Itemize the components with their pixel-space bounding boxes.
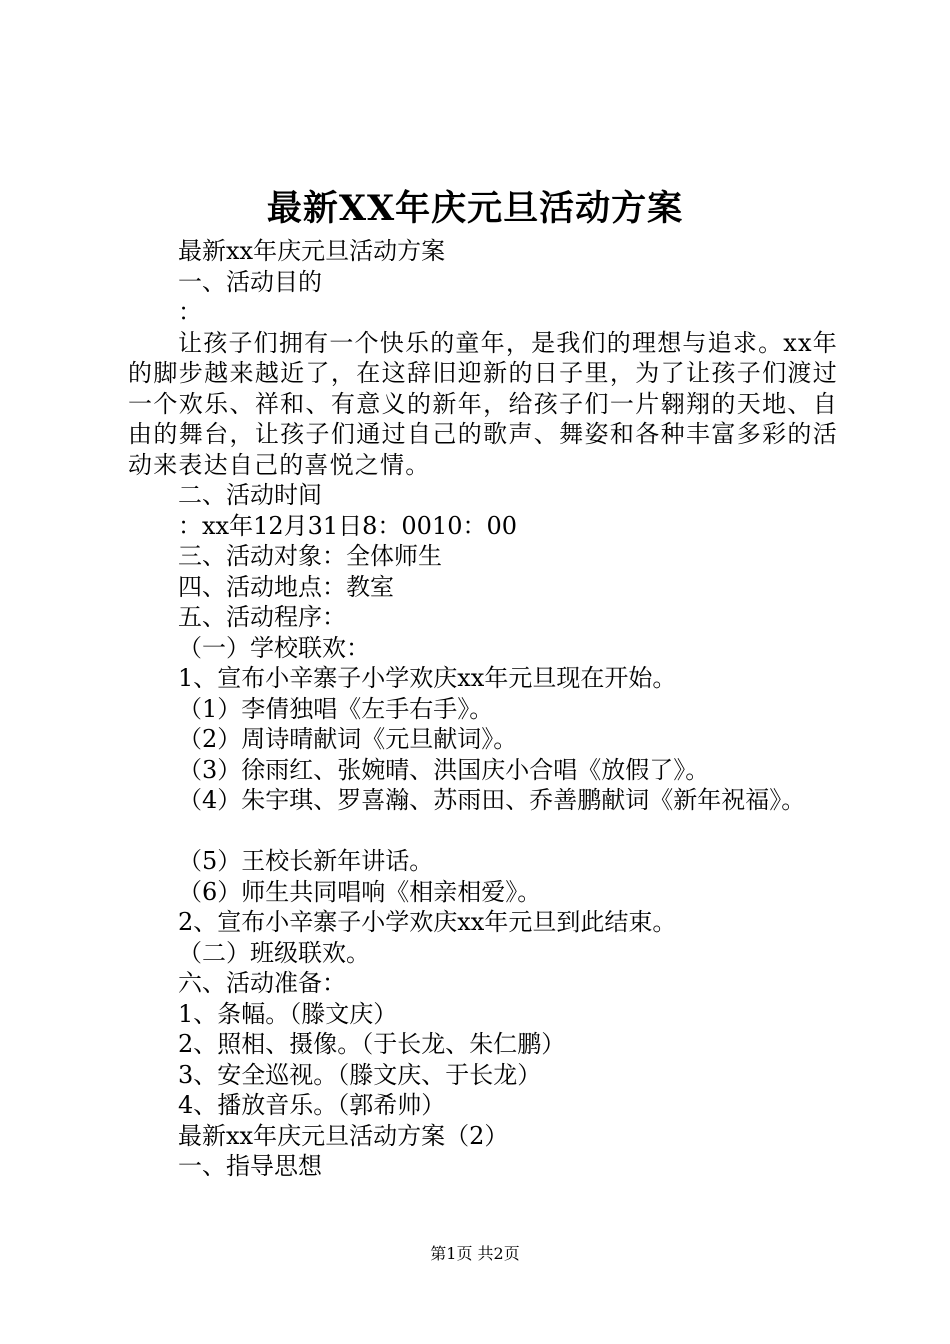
- subtitle-line: 最新xx年庆元旦活动方案: [178, 237, 446, 265]
- purpose-paragraph: 让孩子们拥有一个快乐的童年，是我们的理想与追求。xx年的脚步越来越近了，在这辞旧迎新的日子里，为了让孩子们渡过一个欢乐、祥和、有意义的新年，给孩子们一片翱翔的天地、自由的舞台，让孩子们通过自己的歌声、舞姿和各种丰富多彩的活动来表达自己的喜悦之情。: [128, 328, 838, 479]
- prep-item-4: 4、播放音乐。（郭希帅）: [178, 1091, 446, 1119]
- program-item-3: （3）徐雨红、张婉晴、洪国庆小合唱《放假了》。: [178, 755, 710, 784]
- blank-line: [128, 816, 838, 847]
- prep-item-1: 1、条幅。（滕文庆）: [178, 999, 398, 1028]
- page-footer: 第1页 共2页: [430, 1244, 520, 1263]
- section-heading-purpose: 一、活动目的: [178, 267, 322, 296]
- program-item-4: （4）朱宇琪、罗喜瀚、苏雨田、乔善鹏献词《新年祝福》。: [178, 786, 806, 814]
- program-school-party: （一）学校联欢：: [178, 633, 370, 662]
- section-heading-preparation: 六、活动准备：: [178, 969, 346, 997]
- section-heading-time: 二、活动时间: [178, 481, 322, 509]
- time-line: ：xx年12月31日8：0010：00: [178, 511, 518, 540]
- section-heading-location: 四、活动地点：教室: [178, 572, 394, 601]
- prep-item-2: 2、照相、摄像。（于长龙、朱仁鹏）: [178, 1030, 566, 1058]
- program-item-1: （1）李倩独唱《左手右手》。: [178, 694, 494, 723]
- program-item-close: 2、宣布小辛寨子小学欢庆xx年元旦到此结束。: [178, 908, 677, 936]
- program-item-2: （2）周诗晴献词《元旦献词》。: [178, 725, 518, 753]
- program-item-6: （6）师生共同唱响《相亲相爱》。: [178, 877, 542, 906]
- program-item-5: （5）王校长新年讲话。: [178, 847, 434, 875]
- program-class-party: （二）班级联欢。: [178, 938, 370, 967]
- section-heading-program: 五、活动程序：: [178, 603, 346, 631]
- program-item-open: 1、宣布小辛寨子小学欢庆xx年元旦现在开始。: [178, 664, 677, 692]
- colon-line: ：: [178, 298, 202, 326]
- prep-item-3: 3、安全巡视。（滕文庆、于长龙）: [178, 1060, 542, 1089]
- section-heading-audience: 三、活动对象：全体师生: [178, 542, 442, 570]
- document-body: [128, 236, 838, 1182]
- document-title: 最新XX年庆元旦活动方案: [266, 188, 684, 229]
- section-heading-guidance: 一、指导思想: [178, 1152, 322, 1180]
- second-plan-title: 最新xx年庆元旦活动方案（2）: [178, 1121, 509, 1150]
